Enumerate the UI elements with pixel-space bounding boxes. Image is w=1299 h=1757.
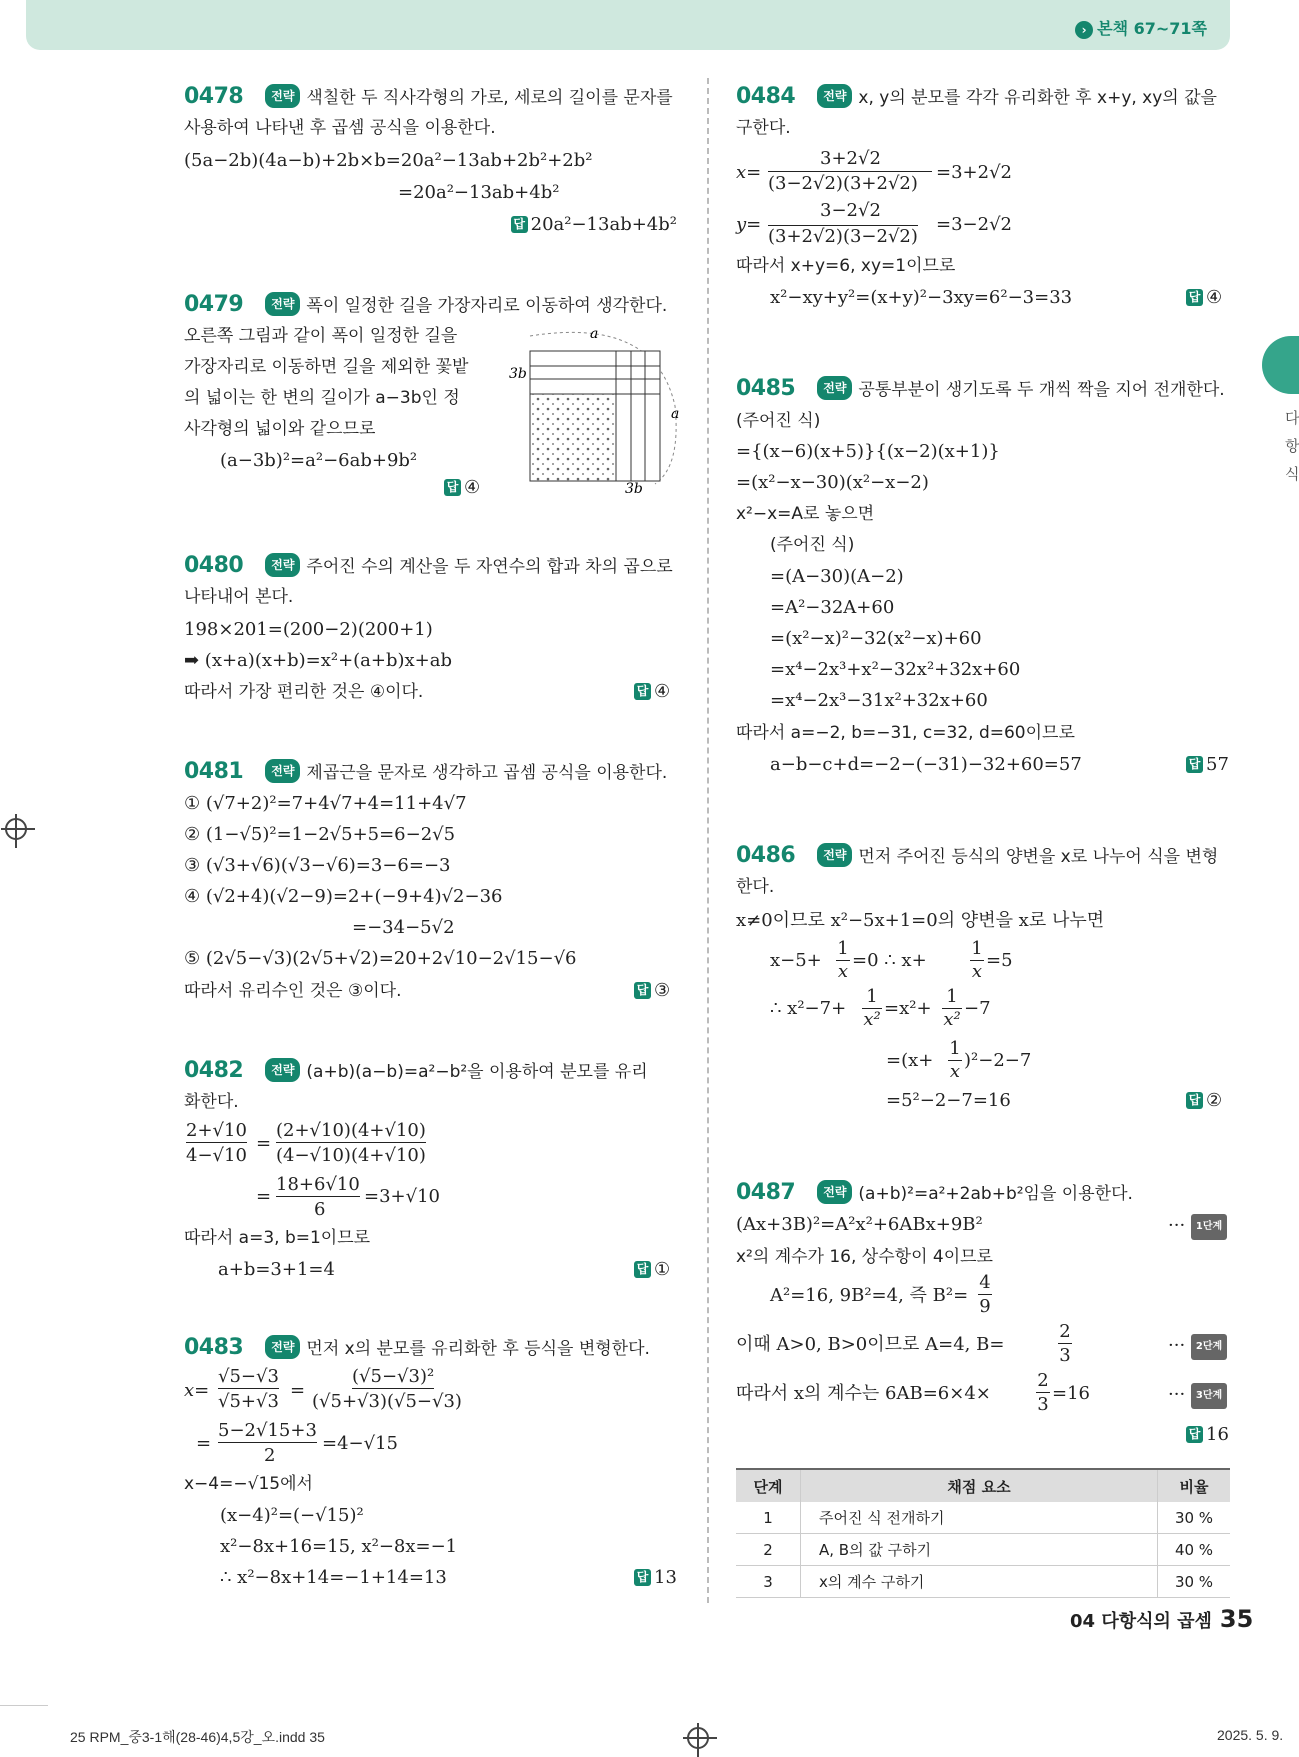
solution-line: x²−8x+16=15, x²−8x=−1: [220, 1536, 458, 1557]
solution-line: ④ (√2+4)(√2−9)=2+(−9+4)√2−36: [184, 886, 503, 907]
step-3: ··· 3단계: [1168, 1383, 1227, 1409]
answer: 답 ③: [634, 980, 670, 1001]
file-slug: 25 RPM_중3-1해(28-46)4,5강_오.indd 35: [70, 1729, 325, 1745]
answer: 답 ④: [1186, 287, 1222, 308]
side-chapter-label: 다 항 식: [1285, 409, 1299, 483]
solution-line: 따라서 x+y=6, xy=1이므로: [736, 256, 956, 276]
fraction-num: 5−2√15+3: [218, 1420, 317, 1441]
answer: 답 20a²−13ab+4b²: [511, 214, 677, 235]
solution-line: =3−2√2: [936, 214, 1012, 235]
solution-line: (a−3b)²=a²−6ab+9b²: [220, 450, 418, 471]
answer: 답 ④: [444, 477, 480, 498]
step-1: ··· 1단계: [1168, 1214, 1227, 1240]
solution-line: =x⁴−2x³+x²−32x²+32x+60: [770, 659, 1021, 680]
problem-0484-header: 0484 전략 x, y의 분모를 각각 유리화한 후 x+y, xy의 값을: [736, 84, 1217, 109]
problem-0483-header: 0483 전략 먼저 x의 분모를 유리화한 후 등식을 변형한다.: [184, 1335, 650, 1360]
page-footer: 04 다항식의 곱셈 35: [1070, 1605, 1254, 1633]
strategy-text: 사용하여 나타낸 후 곱셈 공식을 이용한다.: [184, 118, 496, 138]
solution-line: =20a²−13ab+4b²: [398, 182, 560, 203]
solution-line: 따라서 가장 편리한 것은 ④이다.: [184, 682, 424, 702]
fraction-num: (√5−√3)²: [352, 1366, 435, 1387]
strategy-text: 구한다.: [736, 118, 791, 138]
solution-line: =(x²−x−30)(x²−x−2): [736, 472, 929, 493]
table-row: 2 A, B의 값 구하기 40 %: [736, 1534, 1230, 1566]
step-2: ··· 2단계: [1168, 1334, 1227, 1360]
print-date: 2025. 5. 9.: [1217, 1727, 1284, 1743]
solution-line: a−b−c+d=−2−(−31)−32+60=57: [770, 754, 1082, 775]
fraction-num: 2+√10: [186, 1120, 247, 1141]
solution-line: x−4=−√15에서: [184, 1474, 313, 1494]
label-a-top: a: [590, 326, 599, 342]
label-3b-left: 3b: [509, 366, 527, 382]
answer: 답 ②: [1186, 1090, 1222, 1111]
fraction-den: √5+√3: [218, 1391, 279, 1412]
solution-line: =x⁴−2x³−31x²+32x+60: [770, 690, 988, 711]
solution-line: 사각형의 넓이와 같으므로: [184, 419, 376, 439]
strategy-text: 나타내어 본다.: [184, 587, 294, 607]
fraction-den: (3+2√2)(3−2√2): [768, 226, 918, 247]
label-a-right: a: [671, 406, 680, 422]
answer: 답 13: [634, 1567, 677, 1588]
label-3b-bottom: 3b: [625, 481, 643, 497]
solution-line: a+b=3+1=4: [218, 1259, 335, 1280]
problem-0479-header: 0479 전략 폭이 일정한 길을 가장자리로 이동하여 생각한다.: [184, 292, 668, 317]
solution-line: =3+√10: [364, 1186, 440, 1207]
solution-line: (주어진 식): [770, 535, 855, 555]
solution-line: 따라서 a=3, b=1이므로: [184, 1228, 371, 1248]
problem-0478-header: 0478 전략 색칠한 두 직사각형의 가로, 세로의 길이를 문자를: [184, 84, 673, 109]
table-row: 1 주어진 식 전개하기 30 %: [736, 1502, 1230, 1534]
solution-line: =A²−32A+60: [770, 597, 895, 618]
solution-line: 가장자리로 이동하면 길을 제외한 꽃밭: [184, 357, 469, 377]
solution-line: =4−√15: [322, 1433, 398, 1454]
fraction-num: 3+2√2: [820, 148, 881, 169]
page-number: 35: [1219, 1605, 1254, 1633]
fraction-den: (4−√10)(4+√10): [276, 1145, 426, 1166]
solution-line: ② (1−√5)²=1−2√5+5=6−2√5: [184, 824, 456, 845]
solution-line: (Ax+3B)²=A²x²+6ABx+9B²: [736, 1214, 983, 1235]
solution-line: 따라서 유리수인 것은 ③이다.: [184, 981, 402, 1001]
strategy-text: 한다.: [736, 877, 775, 897]
fraction-num: √5−√3: [218, 1366, 279, 1387]
solution-line: ➡ (x+a)(x+b)=x²+(a+b)x+ab: [184, 650, 453, 671]
solution-line: 따라서 a=−2, b=−31, c=32, d=60이므로: [736, 723, 1075, 743]
solution-line: 198×201=(200−2)(200+1): [184, 619, 433, 640]
problem-0481-header: 0481 전략 제곱근을 문자로 생각하고 곱셈 공식을 이용한다.: [184, 759, 668, 784]
problem-0485-header: 0485 전략 공통부분이 생기도록 두 개씩 짝을 지어 전개한다.: [736, 376, 1225, 401]
answer: 답 ①: [634, 1259, 670, 1280]
solution-line: ⑤ (2√5−√3)(2√5+√2)=20+2√10−2√15−√6: [184, 948, 577, 969]
solution-line: 오른쪽 그림과 같이 폭이 일정한 길을: [184, 326, 458, 346]
solution-line: x²−x=A로 놓으면: [736, 504, 875, 524]
problem-0487-header: 0487 전략 (a+b)²=a²+2ab+b²임을 이용한다.: [736, 1180, 1133, 1205]
problem-0482-header: 0482 전략 (a+b)(a−b)=a²−b²을 이용하여 분모를 유리: [184, 1058, 648, 1083]
fraction-den: (3−2√2)(3+2√2): [768, 173, 918, 194]
top-banner: [26, 0, 1230, 50]
fraction-den: 4−√10: [186, 1145, 247, 1166]
solution-line: =(A−30)(A−2): [770, 566, 904, 587]
solution-line: x²−xy+y²=(x+y)²−3xy=6²−3=33: [770, 287, 1073, 308]
garden-figure: [505, 326, 685, 498]
strategy-text: 화한다.: [184, 1092, 239, 1112]
fraction-den: (√5+√3)(√5−√3): [312, 1391, 462, 1412]
book-page-reference: › 본책 67~71쪽: [1075, 16, 1207, 39]
solution-line: ∴ x²−8x+14=−1+14=13: [220, 1567, 447, 1588]
answer: 답 57: [1186, 754, 1229, 775]
grading-table: [736, 1468, 1230, 1598]
solution-line: =5²−2−7=16: [886, 1090, 1011, 1111]
solution-line: (x−4)²=(−√15)²: [220, 1505, 364, 1526]
fraction-num: 18+6√10: [276, 1174, 360, 1195]
solution-line: (주어진 식): [736, 411, 821, 431]
solution-line: ① (√7+2)²=7+4√7+4=11+4√7: [184, 793, 467, 814]
table-header-row: 단계 채점 요소 비율: [736, 1469, 1230, 1502]
solution-line: =(x²−x)²−32(x²−x)+60: [770, 628, 982, 649]
solution-line: (5a−2b)(4a−b)+2b×b=20a²−13ab+2b²+2b²: [184, 150, 593, 171]
fraction-num: 3−2√2: [820, 200, 881, 221]
solution-line: =3+2√2: [936, 162, 1012, 183]
problem-0486-header: 0486 전략 먼저 주어진 등식의 양변을 x로 나누어 식을 변형: [736, 843, 1219, 868]
solution-line: ={(x−6)(x+5)}{(x−2)(x+1)}: [736, 441, 1000, 462]
solution-line: x²의 계수가 16, 상수항이 4이므로: [736, 1247, 993, 1267]
fraction-den: 2: [264, 1445, 276, 1466]
registration-mark-icon: [5, 818, 27, 840]
table-row: 3 x의 계수 구하기 30 %: [736, 1566, 1230, 1598]
solution-line: 의 넓이는 한 변의 길이가 a−3b인 정: [184, 388, 460, 408]
answer: 답 16: [1186, 1424, 1229, 1445]
solution-line: =−34−5√2: [352, 917, 455, 938]
column-divider: [707, 78, 709, 1603]
answer: 답 ④: [634, 681, 670, 702]
arrow-icon: ›: [1075, 21, 1093, 39]
registration-mark-icon: [687, 1727, 709, 1749]
problem-0480-header: 0480 전략 주어진 수의 계산을 두 자연수의 합과 차의 곱으로: [184, 553, 673, 578]
chapter-tab: [1262, 336, 1299, 394]
solution-line: ③ (√3+√6)(√3−√6)=3−6=−3: [184, 855, 451, 876]
solution-line: x≠0이므로 x²−5x+1=0의 양변을 x로 나누면: [736, 910, 1105, 931]
fraction-den: 6: [314, 1199, 326, 1220]
fraction-num: (2+√10)(4+√10): [276, 1120, 426, 1141]
